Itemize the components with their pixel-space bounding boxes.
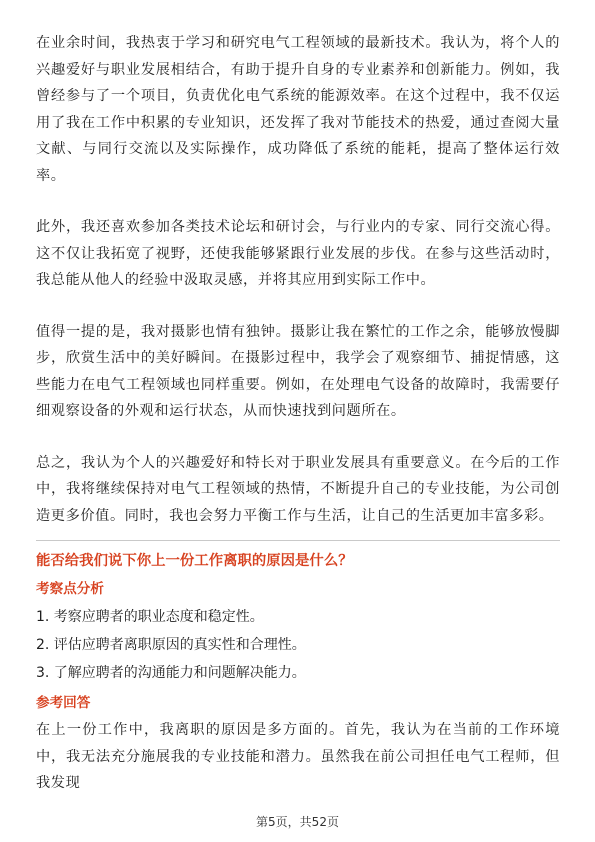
paragraph-interests: 在业余时间，我热衷于学习和研究电气工程领域的最新技术。我认为，将个人的兴趣爱好与职业发展相结合，有助于提升自身的专业素养和创新能力。例如，我曾经参与了一个项目，负责优化电气系统的能源效率。在这个过程中，我不仅运用了我在工作中积累的专业知识，还发挥了我对节能技术的热爱，通过查阅大量文献、与同行交流以及实际操作，成功降低了系统的能耗，提高了整体运行效率。 — [36, 35, 560, 184]
document-body — [36, 30, 560, 797]
paragraph-forums: 此外，我还喜欢参加各类技术论坛和研讨会，与行业内的专家、同行交流心得。这不仅让我拓宽了视野，还使我能够紧跟行业发展的步伐。在参与这些活动时，我总能从他人的经验中汲取灵感，并将其应用到实际工作中。 — [36, 219, 560, 288]
interview-question: 能否给我们说下你上一份工作离职的原因是什么？ — [36, 553, 353, 569]
analysis-heading: 考察点分析 — [36, 581, 104, 597]
answer-text: 在上一份工作中，我离职的原因是多方面的。首先，我认为在当前的工作环境中，我无法充分施展我的专业技能和潜力。虽然我在前公司担任电气工程师，但我发现 — [36, 722, 560, 791]
analysis-point: 1. 考察应聘者的职业态度和稳定性。 — [36, 609, 264, 625]
analysis-point: 2. 评估应聘者离职原因的真实性和合理性。 — [36, 637, 306, 653]
section-divider — [36, 540, 560, 541]
page-number: 第5页，共52页 — [256, 815, 339, 829]
analysis-point: 3. 了解应聘者的沟通能力和问题解决能力。 — [36, 665, 306, 681]
answer-heading: 参考回答 — [36, 695, 91, 711]
paragraph-summary: 总之，我认为个人的兴趣爱好和特长对于职业发展具有重要意义。在今后的工作中，我将继续保持对电气工程领域的热情，不断提升自己的专业技能，为公司创造更多价值。同时，我也会努力平衡工作与生活，让自己的生活更加丰富多彩。 — [36, 454, 560, 524]
paragraph-photography: 值得一提的是，我对摄影也情有独钟。摄影让我在繁忙的工作之余，能够放慢脚步，欣赏生活中的美好瞬间。在摄影过程中，我学会了观察细节、捕捉情感，这些能力在电气工程领域也同样重要。例如，在处理电气设备的故障时，我需要仔细观察设备的外观和运行状态，从而快速找到问题所在。 — [36, 323, 560, 419]
